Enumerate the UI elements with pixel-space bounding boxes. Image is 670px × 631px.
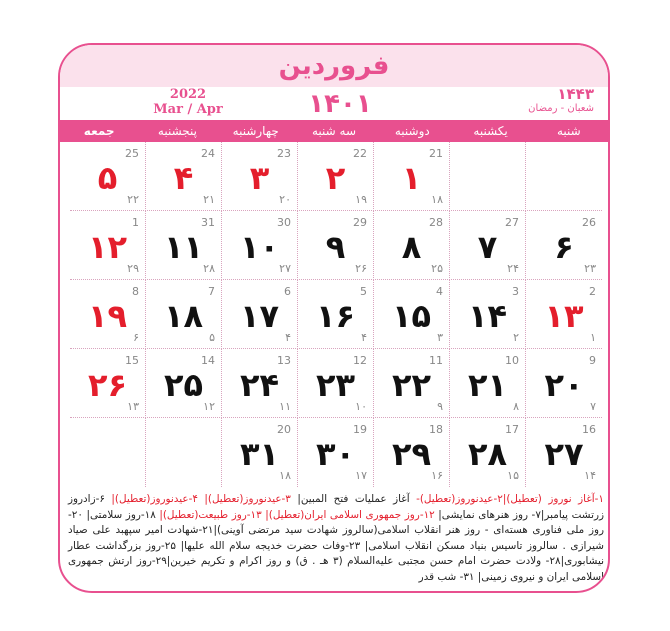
- gregorian-date: 22: [353, 147, 367, 160]
- hijri-date: ۱۷: [355, 469, 367, 482]
- hijri-date: ۱۳: [127, 400, 139, 413]
- persian-day-number: ۸: [401, 228, 422, 266]
- hijri-date: ۲۲: [127, 193, 139, 206]
- day-cell[interactable]: [298, 280, 374, 349]
- gregorian-date: 7: [208, 285, 215, 298]
- persian-day-number: ۲۶: [87, 366, 128, 404]
- day-cell[interactable]: [526, 418, 602, 487]
- gregorian-date: 23: [277, 147, 291, 160]
- day-cell[interactable]: [70, 211, 146, 280]
- hijri-date: ۱۶: [431, 469, 443, 482]
- day-cell[interactable]: [526, 280, 602, 349]
- weekday-sunday: یکشنبه: [473, 124, 508, 138]
- month-name: فروردین: [278, 51, 390, 81]
- hijri-date: ۴: [361, 331, 367, 344]
- day-cell[interactable]: [222, 280, 298, 349]
- empty-day-cell: [450, 142, 526, 211]
- day-cell[interactable]: [70, 349, 146, 418]
- occasion-note: ۶-زادروز زرتشت پیامبر|۷- روز هنرهای نمایشی|: [68, 493, 604, 521]
- gregorian-date: 26: [582, 216, 596, 229]
- gregorian-date: 15: [125, 354, 139, 367]
- hijri-date: ۶: [133, 331, 139, 344]
- weekday-tuesday: سه شنبه: [311, 124, 357, 138]
- persian-day-number: ۱۸: [163, 297, 204, 335]
- hijri-date: ۲۸: [203, 262, 215, 275]
- occasions-notes: [68, 492, 604, 585]
- persian-day-number: ۲۷: [544, 435, 584, 473]
- persian-day-number: ۲۹: [391, 435, 432, 473]
- hijri-date: ۱۰: [355, 400, 367, 413]
- gregorian-date: 29: [353, 216, 367, 229]
- week-row: [70, 280, 602, 349]
- hijri-months: شعبان - رمضان: [528, 103, 594, 114]
- week-row: [70, 418, 602, 487]
- hijri-date: ۱۸: [431, 193, 443, 206]
- persian-day-number: ۱۲: [87, 228, 128, 266]
- gregorian-date: 10: [505, 354, 519, 367]
- gregorian-date: 13: [277, 354, 291, 367]
- persian-day-number: ۱۴: [467, 297, 508, 335]
- weekday-header: [60, 120, 608, 142]
- gregorian-date: 6: [284, 285, 291, 298]
- empty-day-cell: [70, 418, 146, 487]
- occasion-note: آغاز عملیات فتح المبین|: [290, 493, 410, 505]
- gregorian-date: 12: [353, 354, 367, 367]
- persian-day-number: ۱۶: [315, 297, 356, 335]
- hijri-date: ۱۸: [279, 469, 291, 482]
- day-cell[interactable]: [526, 211, 602, 280]
- day-cell[interactable]: [526, 349, 602, 418]
- persian-day-number: ۲۱: [467, 366, 508, 404]
- gregorian-date: 25: [125, 147, 139, 160]
- persian-day-number: ۱۹: [87, 297, 128, 335]
- hijri-date: ۸: [513, 400, 519, 413]
- gregorian-year: 2022: [169, 87, 207, 102]
- hijri-year: ۱۴۴۳: [557, 85, 594, 103]
- gregorian-date: 14: [201, 354, 215, 367]
- gregorian-date: 27: [505, 216, 519, 229]
- year-row: [60, 87, 608, 120]
- day-cell[interactable]: [222, 142, 298, 211]
- week-row: [70, 211, 602, 280]
- gregorian-date: 30: [277, 216, 291, 229]
- day-cell[interactable]: [374, 418, 450, 487]
- gregorian-date: 21: [429, 147, 443, 160]
- persian-day-number: ۲۸: [467, 435, 508, 473]
- hijri-date: ۱۱: [279, 400, 291, 413]
- gregorian-date: 8: [132, 285, 139, 298]
- day-cell[interactable]: [374, 211, 450, 280]
- hijri-date: ۱۲: [203, 400, 215, 413]
- day-grid: [70, 142, 602, 487]
- gregorian-date: 31: [201, 216, 215, 229]
- hijri-date: ۱۵: [507, 469, 519, 482]
- gregorian-year-block: [148, 87, 228, 117]
- weekday-wednesday: چهارشنبه: [232, 124, 279, 138]
- hijri-date: ۱۹: [355, 193, 367, 206]
- persian-year: ۱۴۰۱: [308, 89, 372, 119]
- day-cell[interactable]: [374, 142, 450, 211]
- persian-day-number: ۳۰: [315, 435, 356, 473]
- day-cell[interactable]: [374, 349, 450, 418]
- day-cell[interactable]: [298, 418, 374, 487]
- hijri-date: ۱: [590, 331, 596, 344]
- day-cell[interactable]: [450, 349, 526, 418]
- week-row: [70, 142, 602, 211]
- persian-day-number: ۳: [249, 159, 270, 197]
- hijri-year-block: [528, 86, 594, 116]
- gregorian-date: 4: [436, 285, 443, 298]
- empty-day-cell: [526, 142, 602, 211]
- day-cell[interactable]: [70, 142, 146, 211]
- day-cell[interactable]: [222, 418, 298, 487]
- hijri-date: ۲۷: [279, 262, 291, 275]
- persian-day-number: ۲۴: [239, 366, 280, 404]
- persian-day-number: ۳۱: [239, 435, 280, 473]
- hijri-date: ۳: [437, 331, 443, 344]
- persian-day-number: ۵: [97, 159, 118, 197]
- empty-day-cell: [146, 418, 222, 487]
- day-cell[interactable]: [450, 211, 526, 280]
- persian-day-number: ۱۱: [163, 228, 204, 266]
- gregorian-date: 17: [505, 423, 519, 436]
- persian-day-number: ۷: [477, 228, 498, 266]
- hijri-date: ۲۴: [507, 262, 519, 275]
- day-cell[interactable]: [298, 142, 374, 211]
- hijri-date: ۱۴: [584, 469, 596, 482]
- persian-day-number: ۱۵: [391, 297, 432, 335]
- day-cell[interactable]: [298, 211, 374, 280]
- day-cell[interactable]: [450, 418, 526, 487]
- hijri-date: ۴: [285, 331, 291, 344]
- day-cell[interactable]: [222, 349, 298, 418]
- gregorian-date: 18: [429, 423, 443, 436]
- hijri-date: ۲۵: [431, 262, 443, 275]
- weekday-friday: جمعه: [83, 124, 115, 138]
- day-cell[interactable]: [146, 349, 222, 418]
- weekday-monday: دوشنبه: [394, 124, 430, 138]
- hijri-date: ۲: [513, 331, 519, 344]
- holiday-note: ۱۲-روز جمهوری اسلامی ایران(تعطیل)| ۱۳-روز طبیعت(تعطیل)|: [155, 508, 435, 521]
- calendar-card: [58, 43, 610, 593]
- persian-day-number: ۴: [173, 159, 194, 197]
- day-cell[interactable]: [146, 211, 222, 280]
- hijri-date: ۲۶: [355, 262, 367, 275]
- persian-day-number: ۱۰: [239, 228, 280, 266]
- hijri-date: ۹: [437, 400, 443, 413]
- hijri-date: ۲۱: [203, 193, 215, 206]
- gregorian-date: 19: [353, 423, 367, 436]
- day-cell[interactable]: [146, 142, 222, 211]
- day-cell[interactable]: [222, 211, 298, 280]
- weekday-saturday: شنبه: [556, 124, 581, 138]
- hijri-date: ۲۰: [279, 193, 291, 206]
- holiday-note: ۳-عیدنوروز(تعطیل)| ۴-عیدنوروز(تعطیل)|: [104, 493, 291, 505]
- day-cell[interactable]: [298, 349, 374, 418]
- weekday-thursday: پنجشنبه: [157, 124, 197, 138]
- gregorian-date: 5: [360, 285, 367, 298]
- persian-day-number: ۲۵: [163, 366, 204, 404]
- hijri-date: ۵: [209, 331, 215, 344]
- gregorian-date: 9: [589, 354, 596, 367]
- day-cell[interactable]: [70, 280, 146, 349]
- gregorian-date: 3: [512, 285, 519, 298]
- holiday-note: ۱-آغاز نوروز (تعطیل)|۲-عیدنوروز(تعطیل)-: [409, 493, 604, 505]
- gregorian-date: 2: [589, 285, 596, 298]
- persian-day-number: ۲: [325, 159, 346, 197]
- gregorian-date: 1: [132, 216, 139, 229]
- persian-day-number: ۱۳: [544, 297, 584, 335]
- hijri-date: ۲۳: [584, 262, 596, 275]
- hijri-date: ۲۹: [127, 262, 139, 275]
- month-header: [60, 45, 608, 87]
- gregorian-months: Mar / Apr: [153, 102, 223, 117]
- day-cell[interactable]: [146, 280, 222, 349]
- persian-day-number: ۲۰: [544, 366, 584, 404]
- persian-day-number: ۲۳: [315, 366, 356, 404]
- persian-day-number: ۶: [554, 228, 574, 266]
- gregorian-date: 28: [429, 216, 443, 229]
- day-cell[interactable]: [374, 280, 450, 349]
- persian-day-number: ۲۲: [391, 366, 432, 404]
- persian-day-number: ۱۷: [239, 297, 280, 335]
- occasion-note: ۱۸-روز سلامتی| ۲۰-روز ملی فناوری هسته‌ای - روز هنر انقلاب اسلامی(سالروز شهادت سید مرتضی آوینی)|۲۱-شهادت امیر سپهبد علی صیاد شیرازی . سالروز تاسیس بنیاد مسکن انقلاب اسلامی| ۲۳-وفات حضرت خدیجه سلام الله علیها| ۲۵-روز بزرگداشت عطار نیشابوری|۲۸- ولادت حضرت امام حسن مجتبی علیه‌السلام (۳ هـ . ق) و روز اکرام و تکریم خیرین|۲۹-روز ارتش جمهوری اسلامی ایران و نیروی زمینی| ۳۱- شب قدر: [68, 508, 605, 583]
- hijri-date: ۷: [590, 400, 596, 413]
- gregorian-date: 16: [582, 423, 596, 436]
- week-row: [70, 349, 602, 418]
- persian-day-number: ۹: [325, 228, 346, 266]
- gregorian-date: 20: [277, 423, 291, 436]
- persian-day-number: ۱: [401, 159, 422, 197]
- gregorian-date: 11: [429, 354, 443, 367]
- gregorian-date: 24: [201, 147, 215, 160]
- day-cell[interactable]: [450, 280, 526, 349]
